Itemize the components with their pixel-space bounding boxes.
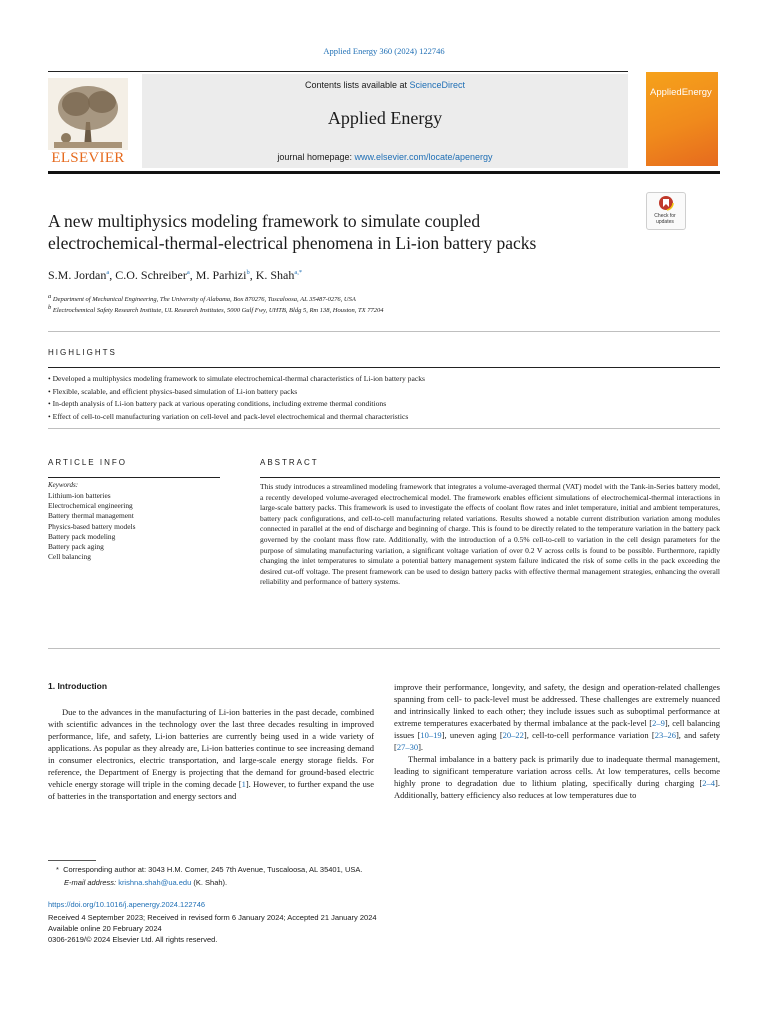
author-affiliation-mark[interactable]: a,* bbox=[294, 269, 303, 276]
corresponding-author-note: * Corresponding author at: 3043 H.M. Comer, 245 7th Avenue, Tuscaloosa, AL 35401, USA. bbox=[56, 865, 363, 874]
highlight-item: • Developed a multiphysics modeling framework to simulate electrochemical-thermal characteristics of Li-ion battery packs bbox=[48, 374, 425, 383]
copyright-line: 0306-2619/© 2024 Elsevier Ltd. All rights reserved. bbox=[48, 935, 218, 944]
abstract-text: This study introduces a streamlined modeling framework that integrates a volume-averaged thermal (VAT) model with the Tank-in-Series battery model, a recently developed volume-averaged electrochemical model. The framework enables efficient simulations of electrochemical-thermal interactions in large-scale battery packs. This framework is used to investigate the effects of coolant flow rates and inlet temperature, initial and ambient temperatures, battery pack configurations, and cell-to-cell manufacturing related variations. Results showed a notable current distribution variation among modules connected in parallel at the end of discharge and beginning of charge. This is found to be directly related to the temperature variation in the battery pack governed by the coolant mass flow rate. Additionally, with the introduction of a 0.5% cell-to-cell to variation in the cell design parameters for the purpose of simulating manufacturing variation, a significant voltage variation of over 0.2 V across cells is found to be possible. Furthermore, rapidly changing the inlet temperatures to simulate a potential battery management system failure indicated the risk of some cells in the pack exceeding the desired cut-off voltage. The present framework can be used to design battery packs with effective thermal management strategies, enhancing the overall reliability and performance of battery systems. bbox=[260, 482, 720, 587]
body-column-left bbox=[48, 706, 374, 802]
keyword-item: Battery thermal management bbox=[48, 511, 134, 521]
highlights-heading: HIGHLIGHTS bbox=[48, 348, 117, 357]
highlight-item: • In-depth analysis of Li-ion battery pack at various operating conditions, including extreme thermal conditions bbox=[48, 399, 387, 408]
intro-paragraph-2: Thermal imbalance in a battery pack is primarily due to inadequate thermal management, leading to significant temperature variation across cells. At low temperatures, cells become highly prone to degradation due to lithium plating, specifically during charging [2–4]. Additionally, battery efficiency also reduces at low temperatures due to bbox=[394, 754, 720, 800]
author-name[interactable]: C.O. Schreiber bbox=[115, 268, 187, 282]
citation-link[interactable]: 2–9 bbox=[652, 718, 665, 728]
author-separator: , bbox=[109, 268, 116, 282]
keyword-item: Electrochemical engineering bbox=[48, 501, 133, 511]
citation-link[interactable]: 1 bbox=[241, 779, 246, 789]
author-separator: , bbox=[249, 268, 256, 282]
cover-title: AppliedEnergy bbox=[650, 87, 712, 98]
affiliation-divider bbox=[48, 331, 720, 332]
contents-available-line bbox=[142, 80, 628, 90]
author-affiliation-mark[interactable]: b bbox=[246, 269, 250, 276]
check-updates-icon bbox=[647, 193, 685, 213]
affiliation-b: $^b$ Electrochemical Safety Research Institute, UL Research Institutes, 5000 Gulf Fwy, UHTB, Bldg 5, Rm 138, Houston, TX 77204 bbox=[48, 303, 384, 314]
doi-link[interactable]: https://doi.org/10.1016/j.apenergy.2024.122746 bbox=[48, 900, 206, 909]
received-dates: Received 4 September 2023; Received in revised form 6 January 2024; Accepted 21 January 2024 bbox=[48, 913, 377, 922]
citation-link[interactable]: 2–4 bbox=[702, 778, 716, 788]
article-info-rule bbox=[48, 477, 220, 478]
abstract-rule bbox=[260, 477, 720, 478]
journal-reference-link[interactable]: Applied Energy 360 (2024) 122746 bbox=[323, 46, 445, 56]
abstract-heading: ABSTRACT bbox=[260, 458, 319, 467]
author-affiliation-mark[interactable]: a bbox=[106, 269, 110, 276]
highlight-item: • Effect of cell-to-cell manufacturing variation on cell-level and pack-level electrochemical and thermal characteristics bbox=[48, 411, 409, 421]
citation-link[interactable]: 27–30 bbox=[396, 742, 419, 752]
check-for-updates-label: Check for updates bbox=[654, 213, 676, 225]
masthead-top-rule bbox=[48, 71, 628, 72]
keywords-list bbox=[48, 491, 228, 562]
citation-link[interactable]: 10–19 bbox=[420, 730, 442, 740]
journal-homepage-link[interactable]: www.elsevier.com/locate/apenergy bbox=[354, 152, 493, 162]
highlight-item: • Flexible, scalable, and efficient physics-based simulation of Li-ion battery packs bbox=[48, 386, 298, 396]
sciencedirect-link[interactable]: ScienceDirect bbox=[409, 80, 466, 90]
article-info-heading: ARTICLE INFO bbox=[48, 458, 127, 467]
citation-link[interactable]: 23–26 bbox=[654, 730, 676, 740]
keyword-item: Physics-based battery models bbox=[48, 521, 136, 531]
available-online-date: Available online 20 February 2024 bbox=[48, 924, 162, 933]
journal-name: Applied Energy bbox=[327, 108, 443, 128]
keyword-item: Battery pack aging bbox=[48, 542, 104, 552]
keyword-item: Battery pack modeling bbox=[48, 531, 116, 541]
author-affiliation-mark[interactable]: a bbox=[186, 269, 190, 276]
body-column-right bbox=[394, 681, 720, 801]
elsevier-wordmark: ELSEVIER bbox=[51, 150, 125, 166]
author-name[interactable]: M. Parhizi bbox=[195, 268, 247, 282]
author-email-link[interactable]: krishna.shah@ua.edu bbox=[118, 878, 192, 887]
highlights-list bbox=[48, 373, 720, 423]
masthead-bottom-rule bbox=[48, 171, 720, 174]
keyword-item: Lithium-ion batteries bbox=[48, 491, 111, 500]
author-list bbox=[48, 268, 648, 283]
contents-prefix: Contents lists available at bbox=[304, 80, 410, 90]
abstract-bottom-rule bbox=[48, 648, 720, 649]
title-line-1: A new multiphysics modeling framework to simulate coupled bbox=[48, 211, 481, 231]
homepage-prefix: journal homepage: bbox=[277, 152, 355, 162]
author-name[interactable]: K. Shah bbox=[255, 268, 295, 282]
author-name[interactable]: S.M. Jordan bbox=[48, 268, 107, 282]
keywords-label: Keywords: bbox=[48, 481, 79, 489]
title-line-2: electrochemical-thermal-electrical phenomena in Li-ion battery packs bbox=[48, 233, 537, 253]
keyword-item: Cell balancing bbox=[48, 552, 91, 562]
journal-homepage-line bbox=[142, 152, 628, 162]
footnote-rule bbox=[48, 860, 96, 861]
email-note: E-mail address: krishna.shah@ua.edu (K. Shah). bbox=[64, 878, 228, 887]
citation-link[interactable]: 20–22 bbox=[502, 730, 524, 740]
article-title bbox=[48, 210, 628, 254]
introduction-heading: 1. Introduction bbox=[48, 681, 108, 691]
highlights-rule bbox=[48, 367, 720, 368]
intro-paragraph-1-continued: improve their performance, longevity, and safety, the design and operation-related challenges spanning from cell- to pack-level must be addressed. These challenges are extremely nuanced and intrinsically linked to each other; they include issues such as suboptimal performance at extreme temperatures exacerbated by thermal imbalance at the pack-level [2–9], cell balancing issues [10–19], uneven aging [20–22], cell-to-cell performance variation [23–26], and safety [27–30]. bbox=[394, 682, 721, 752]
highlights-bottom-rule bbox=[48, 428, 720, 429]
author-separator: , bbox=[189, 268, 196, 282]
intro-paragraph-1: Due to the advances in the manufacturing of Li-ion batteries in the past decade, combined with scientific advances in the technology over the last three decades resulting in improved performance, life, and safety, Li-ion batteries are currently being used in a wide variety of applications. As popular as they already are, Li-ion batteries continue to see increasing demand in consumer electronics, electric transportation, and large-scale energy storage fields. For reference, the Department of Energy is projecting that the demand for ground-based electric vehicle energy storage will triple in the coming decade [1]. However, to further expand the use of batteries in the transportation and energy sectors and bbox=[48, 707, 374, 801]
affiliation-a: $^a$ Department of Mechanical Engineering, The University of Alabama, Box 870276, Tuscaloosa, AL 35487-0276, USA bbox=[48, 292, 356, 303]
